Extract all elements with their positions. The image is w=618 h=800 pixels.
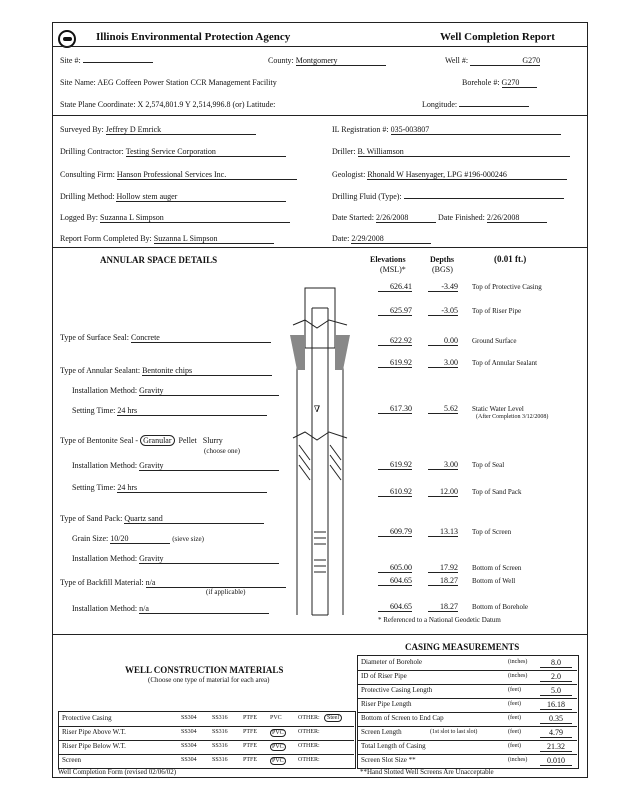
casing-row-value: 0.35: [540, 714, 572, 724]
depth-row-note: (After Completion 3/12/2008): [476, 414, 549, 420]
elevations-header: Elevations: [370, 255, 406, 264]
state-plane-label: State Plane Coordinate:: [60, 100, 136, 109]
drilling-method-field: Hollow stem auger: [116, 192, 286, 202]
depth-row-label: Top of Sand Pack: [472, 488, 522, 496]
material-option: OTHER:: [298, 757, 320, 763]
casing-row-unit: (feet): [508, 715, 521, 721]
depth-value: 3.00: [428, 358, 458, 368]
bentonite-granular: Granular: [140, 435, 174, 446]
site-name-label: Site Name:: [60, 78, 96, 87]
install-method4-field: n/a: [139, 604, 269, 614]
casing-row-label: ID of Riser Pipe: [361, 672, 407, 680]
county-label: County:: [268, 56, 294, 65]
elevation-value: 622.92: [378, 336, 412, 346]
materials-subheading: (Choose one type of material for each area): [148, 676, 270, 684]
depth-row-label: Bottom of Screen: [472, 564, 522, 572]
install-method-label: Installation Method:: [72, 386, 138, 395]
elevation-value: 609.79: [378, 527, 412, 537]
geologist-label: Geologist:: [332, 170, 366, 179]
install-method4-label: Installation Method:: [72, 604, 138, 613]
elevation-value: 605.00: [378, 563, 412, 573]
casing-row-label: Riser Pipe Length: [361, 700, 412, 708]
depth-value: 18.27: [428, 576, 458, 586]
setting-time-label: Setting Time:: [72, 406, 116, 415]
logged-label: Logged By:: [60, 213, 98, 222]
material-row-label: Protective Casing: [62, 714, 112, 722]
depth-row-label: Bottom of Well: [472, 577, 516, 585]
elevation-value: 625.97: [378, 306, 412, 316]
casing-row-value: 4.79: [540, 728, 572, 738]
casing-row-unit: (inches): [508, 673, 528, 679]
date-finished-label: Date Finished:: [437, 213, 485, 222]
or-label: (or): [232, 100, 245, 109]
casing-row-value: 8.0: [540, 658, 572, 668]
drilling-contractor-label: Drilling Contractor:: [60, 147, 124, 156]
setting-time-field: 24 hrs: [117, 406, 267, 416]
depth-row-label: Top of Screen: [472, 528, 512, 536]
choose-one-note: (choose one): [204, 447, 240, 455]
report-field: Suzanna L Simpson: [154, 234, 274, 244]
elevation-value: 619.92: [378, 358, 412, 368]
depth-value: 12.00: [428, 487, 458, 497]
driller-field: B. Williamson: [358, 147, 570, 157]
surface-seal-label: Type of Surface Seal:: [60, 333, 129, 342]
material-option: PVC: [270, 715, 282, 721]
county-field: Montgomery: [296, 56, 386, 66]
well-diagram: [285, 280, 365, 625]
drilling-fluid-label: Drilling Fluid (Type):: [332, 192, 402, 201]
grain-size-label: Grain Size:: [72, 534, 109, 543]
material-row-label: Riser Pipe Below W.T.: [62, 742, 126, 750]
drilling-method-label: Drilling Method:: [60, 192, 115, 201]
casing-row-unit: (inches): [508, 757, 528, 763]
driller-label: Driller:: [332, 147, 356, 156]
depth-value: -3.49: [428, 282, 458, 292]
date-field: 2/29/2008: [351, 234, 431, 244]
depth-value: 5.62: [428, 404, 458, 414]
x-label: X: [137, 100, 144, 109]
casing-row-value: 16.18: [540, 700, 572, 710]
borehole-label: Borehole #:: [462, 78, 500, 87]
date-started-label: Date Started:: [332, 213, 374, 222]
consulting-label: Consulting Firm:: [60, 170, 115, 179]
y-label: Y: [185, 100, 191, 109]
bentonite-seal-label: Type of Bentonite Seal -: [60, 436, 139, 445]
agency-name: Illinois Environmental Protection Agency: [96, 31, 291, 43]
casing-row-value: 2.0: [540, 672, 572, 682]
annular-sealant-field: Bentonite chips: [142, 366, 272, 376]
material-option: SS316: [212, 757, 228, 763]
date-label: Date:: [332, 234, 350, 243]
sieve-size-note: (sieve size): [172, 535, 204, 543]
install-method2-field: Gravity: [139, 461, 279, 471]
site-label: Site #:: [60, 56, 81, 65]
report-label: Report Form Completed By:: [60, 234, 152, 243]
setting-time2-field: 24 hrs: [117, 483, 267, 493]
material-option: PVC: [272, 758, 284, 764]
form-title: Well Completion Report: [440, 31, 555, 43]
geologist-field: Rhonald W Hasenyager, LPG #196-000246: [367, 170, 567, 180]
material-option: SS316: [212, 743, 228, 749]
install-method2-label: Installation Method:: [72, 461, 138, 470]
material-option: OTHER:: [298, 743, 320, 749]
consulting-field: Hanson Professional Services Inc.: [117, 170, 297, 180]
grain-size-field: 10/20: [110, 534, 170, 544]
precision-note: (0.01 ft.): [494, 254, 527, 264]
elevation-value: 604.65: [378, 602, 412, 612]
depth-value: 18.27: [428, 602, 458, 612]
casing-row-unit: (feet): [508, 687, 521, 693]
elevations-sub: (MSL)*: [380, 265, 406, 274]
material-option: SS304: [181, 729, 197, 735]
depth-row-label: Bottom of Borehole: [472, 603, 528, 611]
material-option: SS316: [212, 729, 228, 735]
elevation-value: 617.30: [378, 404, 412, 414]
depth-row-label: Top of Riser Pipe: [472, 307, 522, 315]
material-other-value: Steel: [324, 714, 342, 722]
elevation-value: 604.65: [378, 576, 412, 586]
material-option: SS316: [212, 715, 228, 721]
casing-row-label: Screen Slot Size **: [361, 756, 416, 764]
material-option: PTFE: [243, 757, 258, 763]
well-label: Well #:: [445, 56, 469, 65]
material-option: OTHER:: [298, 715, 320, 721]
depth-value: 0.00: [428, 336, 458, 346]
y-field: 2,514,996.8: [192, 100, 231, 109]
longitude-label: Longitude:: [422, 100, 458, 109]
install-method-field: Gravity: [139, 386, 279, 396]
datum-footnote: * Referenced to a National Geodetic Datum: [378, 616, 501, 624]
casing-row-label: Protective Casing Length: [361, 686, 433, 694]
site-field: [83, 62, 153, 63]
depth-row-label: Top of Annular Sealant: [472, 359, 538, 367]
material-row-label: Screen: [62, 756, 82, 764]
casing-row-unit: (feet): [508, 729, 521, 735]
svg-text:∇: ∇: [313, 404, 321, 414]
material-option: PVC: [272, 744, 284, 750]
casing-row-unit: (feet): [508, 743, 521, 749]
depth-value: 13.13: [428, 527, 458, 537]
x-field: 2,574,801.9: [145, 100, 184, 109]
depth-row-label: Ground Surface: [472, 337, 517, 345]
date-finished-field: 2/26/2008: [487, 213, 547, 223]
backfill-label: Type of Backfill Material:: [60, 578, 144, 587]
material-option: SS304: [181, 743, 197, 749]
casing-row-note: (1st slot to last slot): [430, 729, 478, 735]
bentonite-pellet: Pellet: [178, 436, 197, 445]
bentonite-slurry: Slurry: [202, 436, 223, 445]
material-option: OTHER:: [298, 729, 320, 735]
annular-heading: ANNULAR SPACE DETAILS: [100, 255, 218, 265]
well-field: G270: [470, 56, 540, 66]
casing-heading: CASING MEASUREMENTS: [405, 642, 520, 652]
form-id: Well Completion Form (revised 02/06/02): [58, 768, 177, 776]
sand-pack-label: Type of Sand Pack:: [60, 514, 123, 523]
casing-row-value: 5.0: [540, 686, 572, 696]
casing-row-value: 0.010: [540, 756, 572, 766]
casing-row-label: Diameter of Borehole: [361, 658, 423, 666]
annular-sealant-label: Type of Annular Sealant:: [60, 366, 141, 375]
materials-heading: WELL CONSTRUCTION MATERIALS: [125, 665, 284, 675]
material-option: SS304: [181, 757, 197, 763]
surface-seal-field: Concrete: [131, 333, 271, 343]
install-method3-label: Installation Method:: [72, 554, 138, 563]
setting-time2-label: Setting Time:: [72, 483, 116, 492]
material-row-label: Riser Pipe Above W.T.: [62, 728, 126, 736]
elevation-value: 610.92: [378, 487, 412, 497]
depths-sub: (BGS): [432, 265, 453, 274]
casing-row-value: 21.32: [540, 742, 572, 752]
date-started-field: 2/26/2008: [376, 213, 436, 223]
material-option: PTFE: [243, 743, 258, 749]
casing-row-label: Total Length of Casing: [361, 742, 426, 750]
material-option: SS304: [181, 715, 197, 721]
drilling-contractor-field: Testing Service Corporation: [126, 147, 286, 157]
depth-value: 17.92: [428, 563, 458, 573]
site-name-field: AEG Coffeen Power Station CCR Management Facility: [97, 78, 277, 87]
depth-row-label: Top of Protective Casing: [472, 283, 542, 291]
casing-row-unit: (feet): [508, 701, 521, 707]
surveyed-field: Jeffrey D Emrick: [106, 125, 256, 135]
elevation-value: 619.92: [378, 460, 412, 470]
logged-field: Suzanna L Simpson: [100, 213, 290, 223]
il-reg-label: IL Registration #:: [332, 125, 389, 134]
il-reg-field: 035-003807: [391, 125, 561, 135]
surveyed-label: Surveyed By:: [60, 125, 104, 134]
if-applicable-note: (if applicable): [206, 588, 246, 596]
borehole-field: G270: [502, 78, 537, 88]
latitude-label: Latitude:: [246, 100, 276, 109]
install-method3-field: Gravity: [139, 554, 279, 564]
material-option: PTFE: [243, 729, 258, 735]
casing-row-label: Bottom of Screen to End Cap: [361, 714, 444, 722]
material-option: PTFE: [243, 715, 258, 721]
casing-row-label: Screen Length: [361, 728, 402, 736]
sand-pack-field: Quartz sand: [124, 514, 264, 524]
depth-value: -3.05: [428, 306, 458, 316]
backfill-field: n/a: [146, 578, 286, 588]
material-option: PVC: [272, 730, 284, 736]
casing-footnote: **Hand Slotted Well Screens Are Unacceptable: [360, 768, 494, 776]
depths-header: Depths: [430, 255, 455, 264]
depth-value: 3.00: [428, 460, 458, 470]
casing-row-unit: (inches): [508, 659, 528, 665]
depth-row-label: Static Water Level: [472, 405, 524, 413]
depth-row-label: Top of Seal: [472, 461, 505, 469]
elevation-value: 626.41: [378, 282, 412, 292]
